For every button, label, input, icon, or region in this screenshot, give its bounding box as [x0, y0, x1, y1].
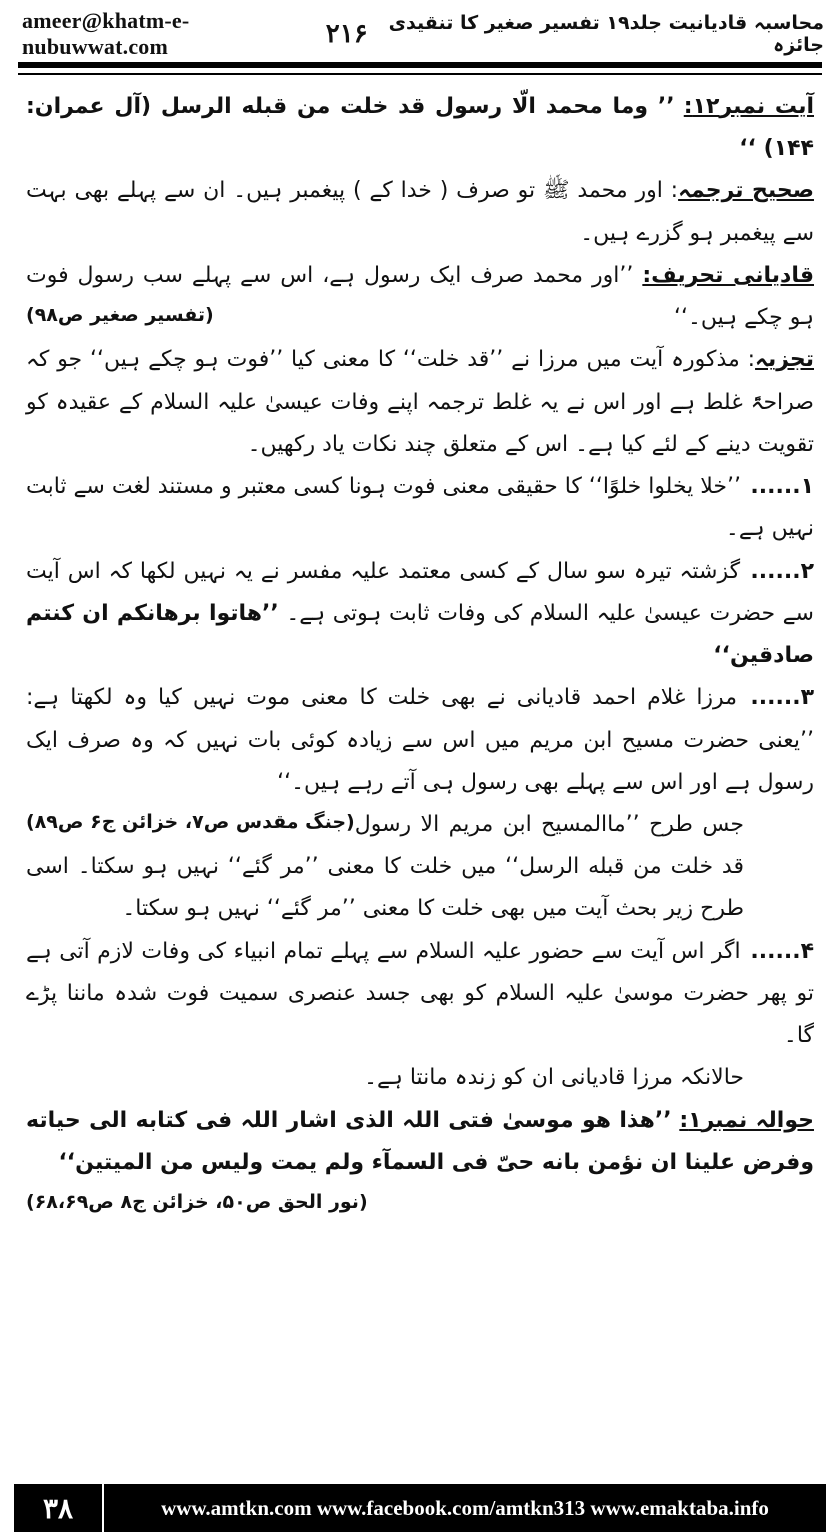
tajziya-text: : مذکورہ آیت میں مرزا نے ’’قد خلت‘‘ کا معنی کیا ’’فوت ہو چکے ہیں‘‘ جو کہ صراحۃً غلط ہے اور اس نے یہ غلط ترجمہ اپنے وفات عیسیٰ علیہ السلام کے عقیدہ کو تقویت دینے کے لئے کیا ہے۔ اس کے متعلق چند نکات یاد رکھیں۔	[26, 347, 814, 457]
ayat-arabic-text: ’’ وما محمد الّا رسول قد خلت من قبله الرسل (آل عمران: ۱۴۴) ‘‘	[26, 94, 814, 162]
point-2-number: ۲......	[750, 558, 814, 584]
header-book-title: محاسبہ قادیانیت جلد۱۹ تفسیر صغیر کا تنقیدی جائزہ	[388, 12, 824, 56]
point-2-text: گزشتہ تیرہ سو سال کے کسی معتمد علیہ مفسر نے یہ نہیں لکھا کہ اس آیت سے حضرت عیسیٰ علیہ السلام کی وفات ثابت ہوتی ہے۔	[26, 558, 814, 626]
footer-website-links[interactable]: www.amtkn.com www.facebook.com/amtkn313 www.emaktaba.info	[161, 1495, 769, 1520]
footer-page-badge: ۳۸	[14, 1484, 104, 1532]
ayat-paragraph	[26, 86, 814, 170]
point-1-text: ’’خلا یخلوا خلوًا‘‘ کا حقیقی معنی فوت ہونا کسی معتبر و مستند لغت سے ثابت نہیں ہے۔	[25, 474, 814, 542]
point-1	[26, 466, 814, 550]
tajziya-paragraph	[26, 339, 814, 466]
point-1-number: ۱......	[750, 474, 814, 500]
page-content	[26, 86, 814, 1468]
page-footer	[14, 1484, 826, 1532]
point-3-number: ۳......	[750, 685, 814, 711]
header-left	[22, 8, 368, 60]
tahrif-text: ’’اور محمد صرف ایک رسول ہے، اس سے پہلے سب رسول فوت ہو چکے ہیں۔‘‘	[26, 262, 814, 331]
header-page-number: ۲۱۶	[325, 19, 368, 49]
sahih-label: صحیح ترجمہ	[678, 178, 814, 204]
header-email[interactable]: ameer@khatm-e-nubuwwat.com	[22, 8, 190, 59]
point-4-text: اگر اس آیت سے حضور علیہ السلام سے پہلے تمام انبیاء کی وفات لازم آتی ہے تو پھر حضرت موسیٰ علیہ السلام کو بھی جسد عنصری سمیت فوت شدہ ماننا پڑے گا۔	[26, 938, 814, 1049]
header-rule-thick	[18, 62, 822, 68]
header-rule-thin	[18, 73, 822, 75]
jis-tarah-text: جس طرح ’’ماالمسیح ابن مریم الا رسول قد خلت من قبله الرسل‘‘ میں خلت کا معنی ’’مر گئے‘‘ نہیں ہو سکتا۔ اسی طرح زیر بحث آیت میں بھی خلت کا معنی ’’مر گئے‘‘ نہیں ہو سکتا۔	[26, 811, 744, 922]
point-3-text: مرزا غلام احمد قادیانی نے بھی خلت کا معنی موت نہیں کیا وہ لکھتا ہے: ’’یعنی حضرت مسیح ابن مریم میں اس سے زیادہ کوئی بات نہیں کہ وہ صرف ایک رسول ہے اور اس سے پہلے بھی رسول ہی آتے رہے ہیں۔‘‘	[26, 685, 814, 795]
halanke-text: حالانکہ مرزا قادیانی ان کو زندہ مانتا ہے۔	[364, 1065, 744, 1091]
tahrif-label: قادیانی تحریف:	[642, 262, 814, 288]
tajziya-label: تجزیہ	[755, 347, 814, 373]
point-4	[26, 931, 814, 1058]
point-3-reference: (جنگ مقدس ص۷، خزائن ج۶ ص۸۹)	[26, 810, 355, 833]
point-2-arabic: ’’ھاتوا برھانکم ان کنتم صادقین‘‘	[26, 600, 814, 669]
hawala-paragraph	[26, 1100, 814, 1214]
hawala-reference: (نور الحق ص۵۰، خزائن ج۸ ص۶۸،۶۹)	[26, 1191, 368, 1214]
ayat-label: آیت نمبر۱۲:	[683, 94, 814, 119]
page-header	[22, 8, 824, 59]
sahih-text: : اور محمد ﷺ تو صرف ( خدا کے ) پیغمبر ہیں۔ ان سے پہلے بھی بہت سے پیغمبر ہو گزرے ہیں۔	[26, 178, 814, 246]
point-3	[26, 677, 814, 833]
halanke-paragraph	[26, 1057, 814, 1099]
tahrif-reference: (تفسیر صغیر ص۹۸)	[26, 304, 214, 327]
point-4-number: ۴......	[750, 938, 815, 964]
hawala-label: حوالہ نمبر۱:	[679, 1107, 814, 1133]
point-2	[26, 551, 814, 678]
tahrif-paragraph	[26, 255, 814, 339]
hawala-arabic-text: ’’ھذا ھو موسیٰ فتی اللہ الذی اشار اللہ فی کتابه الی حیاته وفرض علینا ان نؤمن بانه حیّ فی السمآء ولم یمت ولیس من المیتین‘‘	[26, 1107, 814, 1175]
sahih-paragraph	[26, 170, 814, 254]
